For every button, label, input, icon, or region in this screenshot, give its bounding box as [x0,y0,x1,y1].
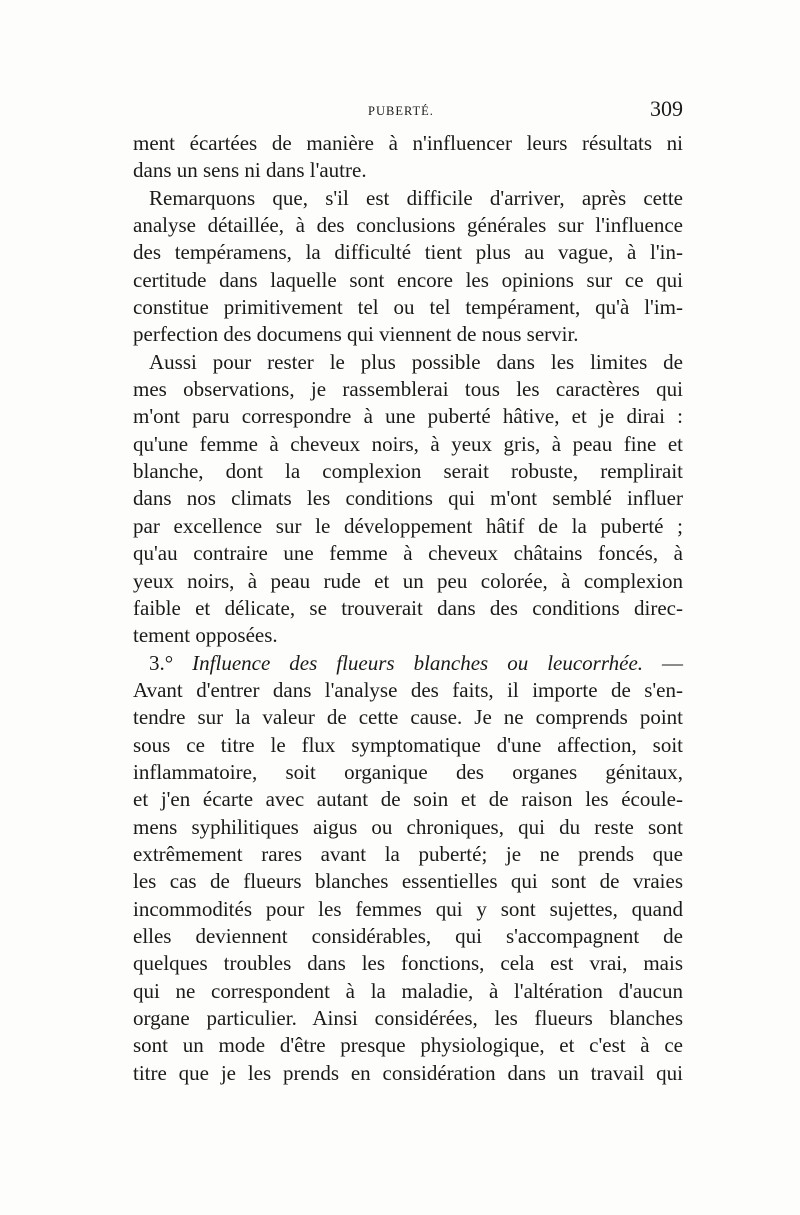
page-number: 309 [650,96,683,121]
text-line: qu'au contraire une femme à cheveux châtains foncés, à [133,541,683,566]
text-line: dans nos climats les conditions qui m'ont semblé influer [133,486,683,511]
text-line: des tempéramens, la difficulté tient plus au vague, à l'in- [133,240,683,265]
text-line: extrêmement rares avant la puberté; je ne prends que [133,841,683,866]
section-number: 3.° [149,650,174,675]
text-line: perfection des documens qui viennent de nous servir. [133,322,579,347]
text-line: analyse détaillée, à des conclusions générales sur l'influence [133,213,683,238]
text-line: Avant d'entrer dans l'analyse des faits, il importe de s'en- [133,677,683,702]
text-line: les cas de flueurs blanches essentielles qui sont de vraies [133,869,683,894]
text-line: constitue primitivement tel ou tel tempérament, qu'à l'im- [133,295,683,320]
text-line: Remarquons que, s'il est difficile d'arriver, après cette [149,185,683,210]
text-line: incommodités pour les femmes qui y sont sujettes, quand [133,896,683,921]
text-line: dans un sens ni dans l'autre. [133,158,367,183]
text-line: m'ont paru correspondre à une puberté hâtive, et je dirai : [133,404,683,429]
text-line: mes observations, je rassemblerai tous les caractères qui [133,377,683,402]
text-line: qu'une femme à cheveux noirs, à yeux gris, à peau fine et [133,431,683,456]
body-text [133,130,683,1087]
text-line: elles deviennent considérables, qui s'accompagnent de [133,923,683,948]
text-line: faible et délicate, se trouverait dans des conditions direc- [133,595,683,620]
text-line: quelques troubles dans les fonctions, cela est vrai, mais [133,951,683,976]
text-line: titre que je les prends en considération dans un travail qui [133,1060,683,1085]
text-line: sous ce titre le flux symptomatique d'une affection, soit [133,732,683,757]
text-line: yeux noirs, à peau rude et un peu colorée, à complexion [133,568,683,593]
page-header [133,76,683,121]
text-line: mens syphilitiques aigus ou chroniques, qui du reste sont [133,814,683,839]
section-heading [133,650,683,677]
text-line: tendre sur la valeur de cette cause. Je ne comprends point [133,705,683,730]
section-dash: — [662,650,684,675]
text-line: organe particulier. Ainsi considérées, les flueurs blanches [133,1006,683,1030]
running-title: PUBERTÉ. [368,104,434,118]
text-line: par excellence sur le développement hâtif de la puberté ; [133,513,683,538]
text-line: sont un mode d'être presque physiologique, et c'est à ce [133,1033,683,1058]
text-line: blanche, dont la complexion serait robuste, remplirait [133,459,683,484]
text-line: ment écartées de manière à n'influencer leurs résultats ni [133,131,683,155]
text-line: inflammatoire, soit organique des organes génitaux, [133,759,683,784]
text-line: qui ne correspondent à la maladie, à l'altération d'aucun [133,978,683,1003]
text-line: Aussi pour rester le plus possible dans les limites de [149,349,683,374]
text-line: certitude dans laquelle sont encore les opinions sur ce qui [133,267,683,292]
section-title: Influence des flueurs blanches ou leucorrhée. [192,650,644,675]
text-line: tement opposées. [133,623,278,648]
text-line: et j'en écarte avec autant de soin et de raison les écoule- [133,787,683,812]
